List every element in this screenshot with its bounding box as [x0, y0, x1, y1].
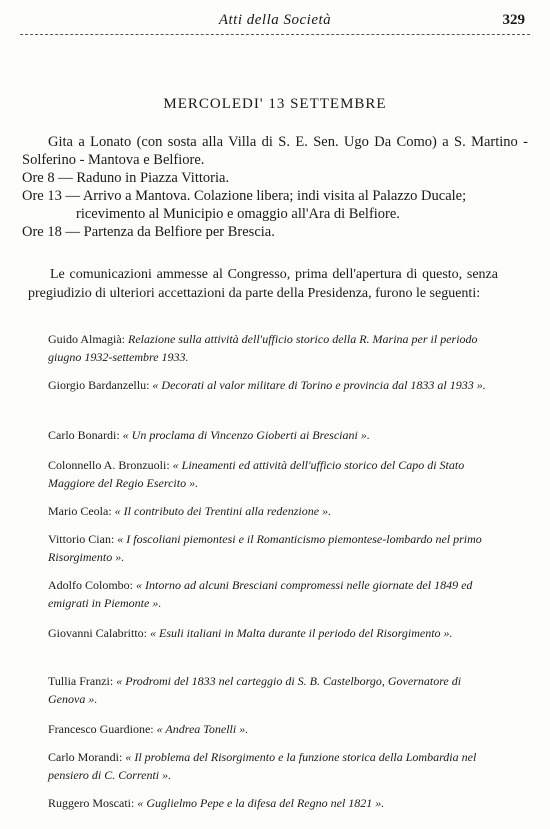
schedule-text: Arrivo a Mantova. Colazione libera; indi visita al Palazzo Ducale; ricevimento al Municipio e omaggio all'Ara di Belfiore.	[76, 188, 467, 222]
communication-work: « Esuli italiani in Malta durante il periodo del Risorgimento ».	[149, 626, 453, 640]
communication-entry	[28, 456, 498, 492]
communications-intro-block	[28, 266, 498, 303]
communication-entry	[28, 376, 498, 394]
communication-work: « I foscoliani piemontesi e il Romanticismo piemontese-lombardo nel primo Risorgimento ».	[48, 532, 482, 564]
communication-work: « Lineamenti ed attività dell'ufficio storico del Capo di Stato Maggiore del Regio Esercito ».	[48, 458, 465, 490]
communication-author: Giorgio Bardanzellu:	[48, 378, 150, 392]
communication-author: Guido Almagià:	[48, 332, 125, 346]
communication-author: Colonnello A. Bronzuoli:	[48, 458, 170, 472]
schedule-item: Ore 8 — Raduno in Piazza Vittoria.	[22, 170, 230, 186]
communication-work: « Il problema del Risorgimento e la funzione storica della Lombardia nel pensiero di C. Correnti ».	[48, 750, 477, 782]
schedule-item: Ore 13 — Arrivo a Mantova. Colazione libera; indi visita al Palazzo Ducale; ricevimento al Municipio e omaggio all'Ara di Belfiore.	[22, 188, 467, 222]
communication-entry	[28, 426, 498, 444]
communication-author: Mario Ceola:	[48, 504, 112, 518]
schedule-time: Ore 18	[22, 224, 62, 240]
communication-work: « Andrea Tonelli ».	[156, 722, 249, 736]
communications-intro: Le comunicazioni ammesse al Congresso, prima dell'apertura di questo, senza pregiudizio di ulteriori accettazioni da parte della Presidenza, furono le seguenti:	[28, 267, 498, 301]
schedule-text: Partenza da Belfiore per Brescia.	[83, 224, 275, 240]
communication-author: Carlo Bonardi:	[48, 428, 120, 442]
communication-work: « Intorno ad alcuni Bresciani compromessi nelle giornate del 1849 ed emigrati in Piemonte ».	[48, 578, 473, 610]
communication-entry	[28, 330, 498, 366]
running-title: Atti della Società	[218, 12, 332, 28]
communication-entry	[28, 502, 498, 520]
communication-work: « Decorati al valor militare di Torino e provincia dal 1833 al 1933 ».	[152, 378, 486, 392]
communication-work: « Guglielmo Pepe e la difesa del Regno nel 1821 ».	[137, 796, 385, 810]
running-header	[0, 12, 550, 36]
communication-work: « Prodromi del 1833 nel carteggio di S. B. Castelborgo, Governatore di Genova ».	[48, 674, 462, 706]
communication-work: Relazione sulla attività dell'ufficio storico della R. Marina per il periodo giugno 1932-settembre 1933.	[48, 332, 478, 364]
communication-entry	[28, 720, 498, 738]
trip-section	[22, 133, 528, 241]
header-rule	[20, 34, 530, 35]
communication-entry	[28, 576, 498, 612]
communication-entry	[28, 530, 498, 566]
communication-author: Giovanni Calabritto:	[48, 626, 147, 640]
schedule-time: Ore 13	[22, 188, 62, 204]
communication-author: Adolfo Colombo:	[48, 578, 134, 592]
page-number: 329	[502, 12, 525, 28]
communication-entry	[28, 672, 498, 708]
communication-entry	[28, 748, 498, 784]
session-date: MERCOLEDI' 13 SETTEMBRE	[163, 96, 387, 112]
communication-author: Ruggero Moscati:	[48, 796, 135, 810]
communication-entry	[28, 624, 498, 642]
communication-work: « Un proclama di Vincenzo Gioberti ai Bresciani ».	[122, 428, 370, 442]
communication-author: Vittorio Cian:	[48, 532, 115, 546]
schedule-item: Ore 18 — Partenza da Belfiore per Brescia.	[22, 224, 275, 240]
schedule-text: Raduno in Piazza Vittoria.	[76, 170, 230, 186]
communication-entry	[28, 794, 498, 812]
trip-intro: Gita a Lonato (con sosta alla Villa di S. E. Sen. Ugo Da Como) a S. Martino - Solferino - Mantova e Belfiore.	[22, 134, 528, 168]
communication-author: Francesco Guardione:	[48, 722, 154, 736]
communication-author: Tullia Franzi:	[48, 674, 114, 688]
communication-work: « Il contributo dei Trentini alla redenzione ».	[114, 504, 332, 518]
schedule-time: Ore 8	[22, 170, 55, 186]
communication-author: Carlo Morandi:	[48, 750, 123, 764]
